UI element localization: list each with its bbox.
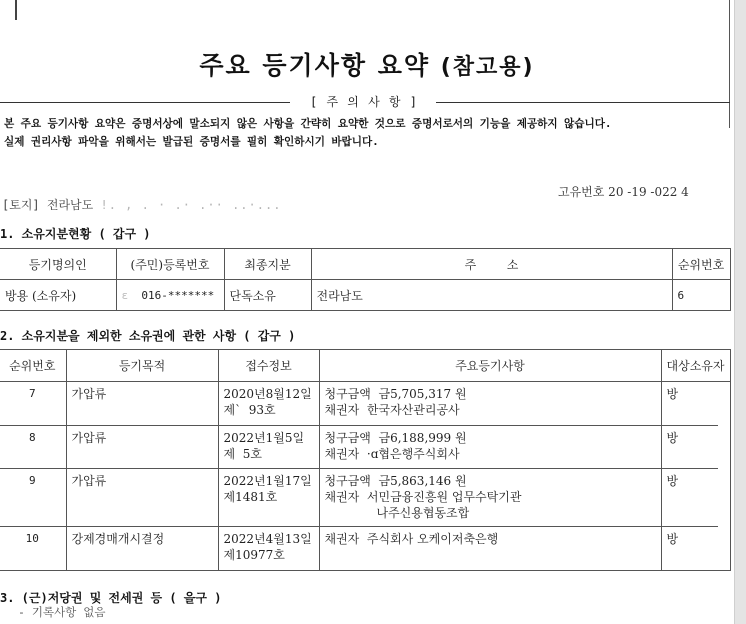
claim-amount: 청구금액 금6,188,999 원: [324, 431, 467, 445]
registration-number: [116, 280, 224, 311]
column-header: 등기목적: [66, 350, 218, 382]
page-edge-mark: [15, 0, 17, 20]
no-records-text: - 기록사항 없음: [18, 605, 106, 619]
title-text: 주요 등기사항 요약: [199, 51, 430, 80]
receipt-date: 2022년1월17일: [223, 474, 312, 488]
notice-line-1: 본 주요 등기사항 요약은 증명서상에 말소되지 않은 사항을 간략히 요약한 것으로 증명서로서의 기능을 제공하지 않습니다.: [4, 118, 612, 130]
registration-purpose: 가압류: [66, 469, 218, 527]
main-details: [319, 426, 661, 469]
column-header: 주 소: [311, 249, 672, 280]
rank-number: 7: [0, 382, 66, 426]
owner-name: 방용 (소유자): [0, 280, 116, 311]
scrollbar[interactable]: [735, 0, 746, 624]
main-details: [319, 527, 661, 571]
notice-header: [0, 92, 734, 112]
section-1-title: 1. 소유지분현황 ( 갑구 ): [0, 227, 151, 241]
receipt-date: 2022년1월5일: [223, 431, 305, 445]
column-header: 접수정보: [218, 350, 319, 382]
receipt-info: [218, 469, 319, 527]
rank-number: 8: [0, 426, 66, 469]
location-text: 전라남도: [46, 198, 94, 212]
creditor: 채권자 주식회사 오케이저축은행: [324, 532, 499, 546]
ownership-rights-table: [0, 349, 731, 571]
table-header-row: [0, 249, 730, 280]
owner-address: 전라남도: [311, 280, 672, 311]
registration-purpose: 가압류: [66, 382, 218, 426]
rank-number: 9: [0, 469, 66, 527]
page-title: [0, 46, 734, 82]
receipt-number: 제10977호: [223, 548, 285, 562]
target-owner: 방: [661, 426, 730, 469]
receipt-number: 제` 93호: [223, 403, 276, 417]
receipt-date: 2020년8월12일: [223, 387, 312, 401]
receipt-info: [218, 527, 319, 571]
rank-number: 6: [672, 280, 730, 311]
reg-no: 016-*******: [128, 288, 215, 302]
column-header: 등기명의인: [0, 249, 116, 280]
table-header-row: [0, 350, 730, 382]
reg-prefix: ɛ: [121, 288, 129, 302]
table-row: [0, 280, 730, 311]
registration-purpose: 강제경매개시결정: [66, 527, 218, 571]
creditor-agent: 나주신용협동조합: [376, 506, 470, 520]
receipt-date: 2022년4월13일: [223, 532, 312, 546]
creditor: 채권자 ·ɑ협은행주식회사: [324, 447, 460, 461]
claim-amount: 청구금액 금5,705,317 원: [324, 387, 467, 401]
main-details: [319, 382, 661, 426]
divider: [436, 102, 730, 103]
table-row: [0, 469, 730, 527]
notice-label: [ 주 의 사 항 ]: [310, 95, 418, 109]
receipt-number: 제 5호: [223, 447, 262, 461]
target-owner: 방: [661, 469, 730, 527]
ownership-table: [0, 248, 731, 311]
creditor: 채권자 서민금융진흥원 업무수탁기관: [324, 490, 522, 504]
column-header: 순위번호: [0, 350, 66, 382]
registration-purpose: 가압류: [66, 426, 218, 469]
table-row: [0, 527, 730, 571]
target-owner: 방: [661, 382, 730, 426]
divider: [0, 102, 290, 103]
notice-line-2: 실제 권리사항 파악을 위해서는 발급된 증명서를 필히 확인하시기 바랍니다.: [4, 136, 379, 148]
title-suffix: (참고용): [440, 55, 535, 80]
property-location: [2, 196, 281, 213]
column-header: 주요등기사항: [319, 350, 661, 382]
main-details: [319, 469, 661, 527]
creditor: 채권자 한국자산관리공사: [324, 403, 460, 417]
column-header: 순위번호: [672, 249, 730, 280]
column-header: (주민)등록번호: [116, 249, 224, 280]
cropped-area: [718, 395, 730, 555]
receipt-info: [218, 426, 319, 469]
table-row: [0, 426, 730, 469]
target-owner: 방: [661, 527, 730, 571]
section-3-title: 3. (근)저당권 및 전세권 등 ( 을구 ): [0, 591, 222, 605]
receipt-info: [218, 382, 319, 426]
receipt-number: 제1481호: [223, 490, 278, 504]
property-type: [토지]: [2, 198, 40, 212]
section-2-title: 2. 소유지분을 제외한 소유권에 관한 사항 ( 갑구 ): [0, 329, 296, 343]
column-header: 대상소유자: [661, 350, 730, 382]
column-header: 최종지분: [224, 249, 311, 280]
location-obscured: !. , . · .· .·· ..·...: [100, 198, 282, 212]
final-share: 단독소유: [224, 280, 311, 311]
rank-number: 10: [0, 527, 66, 571]
table-row: [0, 382, 730, 426]
unique-number: 고유번호 20 -19 -022 4: [558, 185, 689, 199]
claim-amount: 청구금액 금5,863,146 원: [324, 474, 467, 488]
